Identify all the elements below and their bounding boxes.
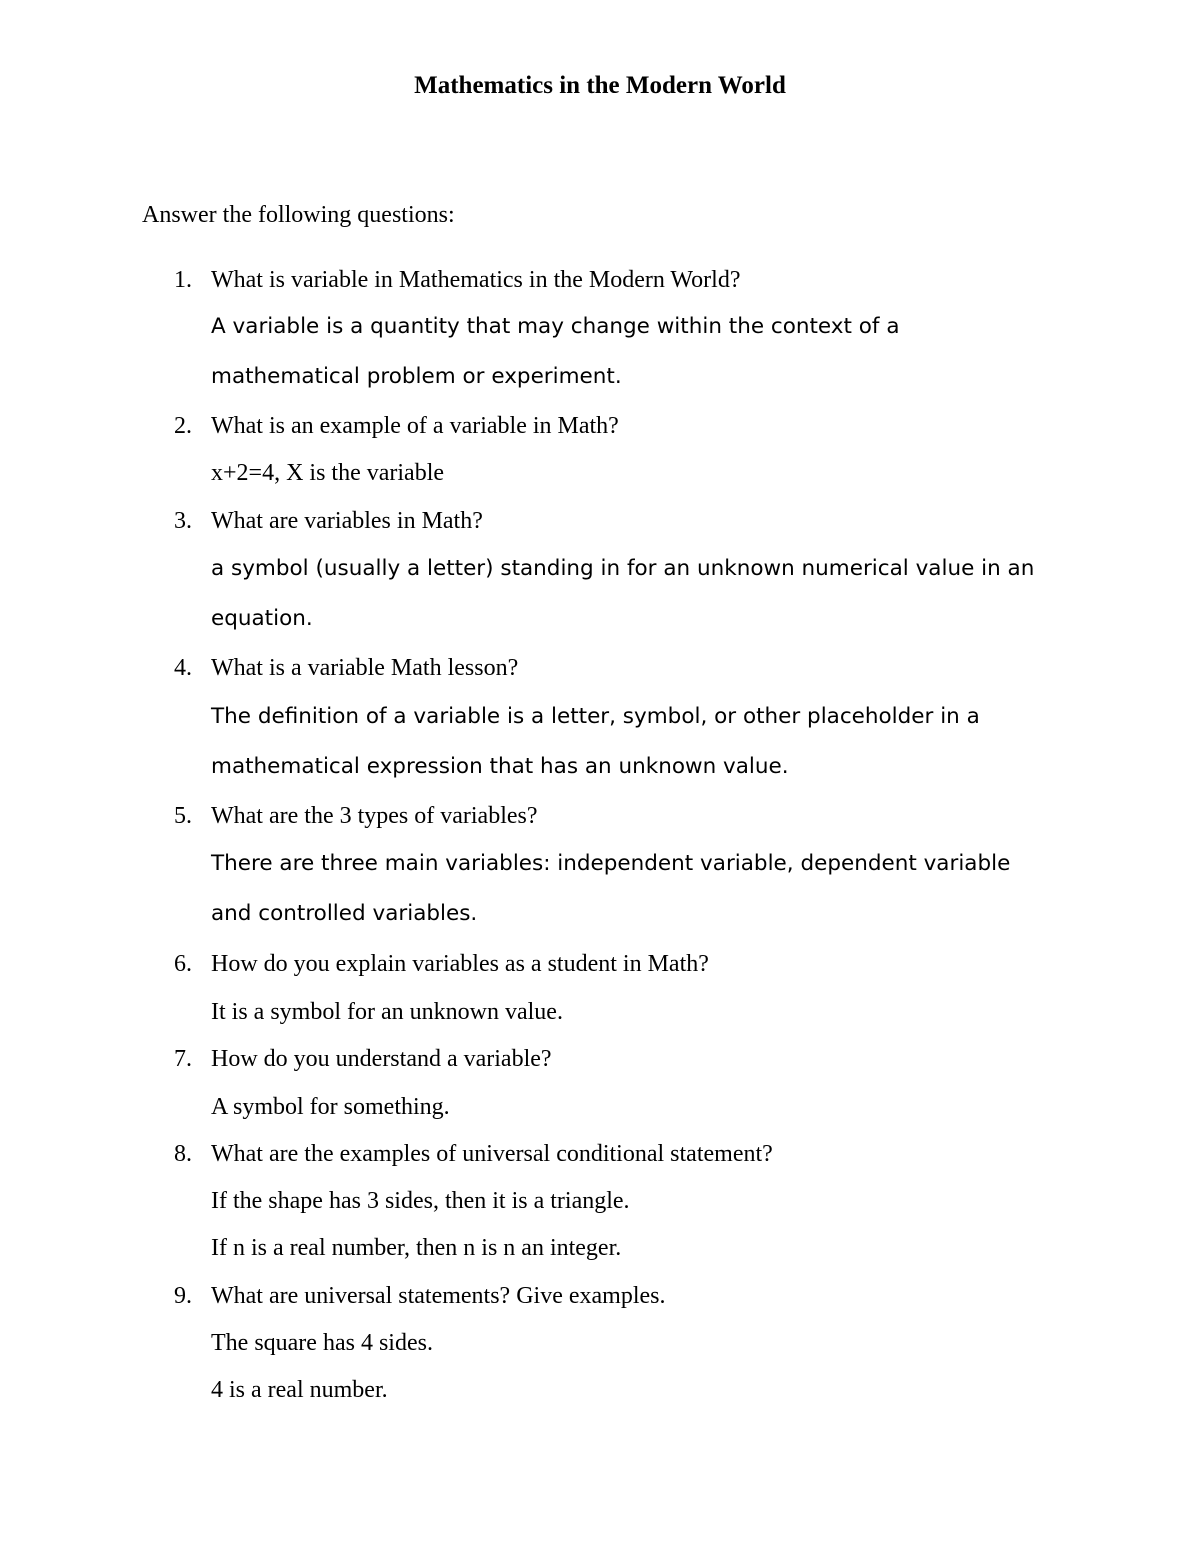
answer-line: equation.: [211, 606, 313, 631]
answer-line: There are three main variables: independent variable, dependent variable: [211, 851, 1011, 876]
question-number: 6.: [174, 951, 192, 977]
answer-line: If n is a real number, then n is n an integer.: [211, 1235, 622, 1261]
answer-line: The definition of a variable is a letter, symbol, or other placeholder in a: [211, 704, 980, 729]
answer-line: mathematical problem or experiment.: [211, 364, 622, 389]
document-title: Mathematics in the Modern World: [414, 72, 786, 99]
instruction-text: Answer the following questions:: [142, 202, 455, 228]
question-number: 4.: [174, 655, 192, 681]
question-number: 3.: [174, 508, 192, 534]
question-text: What is an example of a variable in Math?: [211, 413, 619, 439]
answer-line: a symbol (usually a letter) standing in for an unknown numerical value in an: [211, 556, 1035, 581]
answer-line: x+2=4, X is the variable: [211, 460, 445, 486]
question-text: How do you understand a variable?: [211, 1046, 552, 1072]
question-number: 2.: [174, 413, 192, 439]
question-number: 8.: [174, 1141, 192, 1167]
answer-line: The square has 4 sides.: [211, 1330, 433, 1356]
answer-line: A variable is a quantity that may change within the context of a: [211, 314, 900, 339]
question-number: 9.: [174, 1283, 192, 1309]
question-text: What are universal statements? Give examples.: [211, 1283, 666, 1309]
question-text: What is a variable Math lesson?: [211, 655, 519, 681]
question-number: 5.: [174, 803, 192, 829]
question-text: What are the 3 types of variables?: [211, 803, 538, 829]
answer-line: 4 is a real number.: [211, 1377, 388, 1403]
answer-line: It is a symbol for an unknown value.: [211, 999, 563, 1025]
answer-line: mathematical expression that has an unknown value.: [211, 754, 789, 779]
question-text: What is variable in Mathematics in the Modern World?: [211, 267, 741, 293]
answer-line: and controlled variables.: [211, 901, 478, 926]
question-text: What are the examples of universal conditional statement?: [211, 1141, 773, 1167]
question-number: 7.: [174, 1046, 192, 1072]
answer-line: If the shape has 3 sides, then it is a triangle.: [211, 1188, 630, 1214]
question-text: How do you explain variables as a student in Math?: [211, 951, 709, 977]
question-text: What are variables in Math?: [211, 508, 483, 534]
question-number: 1.: [174, 267, 192, 293]
answer-line: A symbol for something.: [211, 1094, 450, 1120]
